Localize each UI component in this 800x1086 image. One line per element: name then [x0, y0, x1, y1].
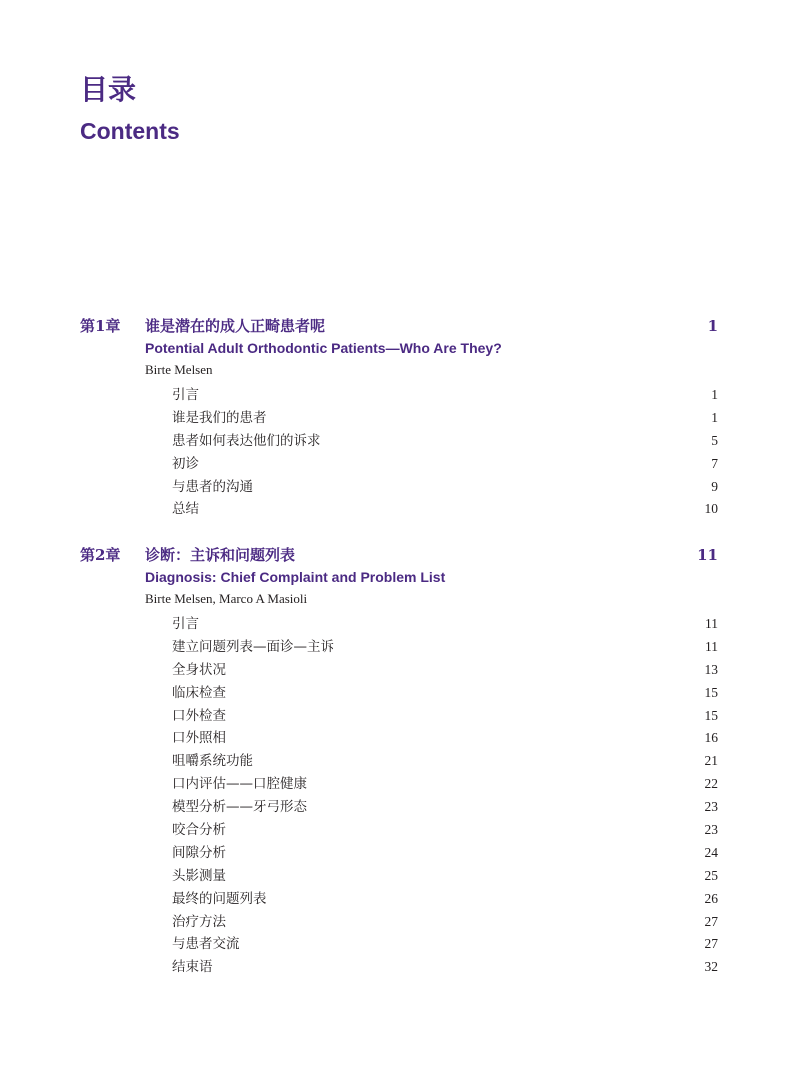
section-entry[interactable] — [172, 750, 718, 773]
chapter-title-english: Potential Adult Orthodontic Patients—Who Are They? — [145, 340, 502, 356]
page-title-chinese: 目录 — [80, 73, 137, 106]
section-title: 模型分析——牙弓形态 — [172, 799, 307, 816]
chapter-title-english: Diagnosis: Chief Complaint and Problem List — [145, 569, 446, 585]
section-entry[interactable] — [172, 407, 718, 430]
section-entry[interactable] — [172, 956, 718, 979]
section-entry[interactable] — [172, 636, 718, 659]
section-page-number: 22 — [704, 776, 718, 792]
section-entry[interactable] — [172, 933, 718, 956]
section-page-number: 7 — [711, 455, 718, 471]
section-page-number: 21 — [704, 753, 718, 769]
section-page-number: 1 — [711, 409, 718, 425]
section-title: 结束语 — [172, 959, 213, 976]
section-entry[interactable] — [172, 888, 718, 911]
section-title: 与患者交流 — [172, 936, 240, 953]
section-title: 间隙分析 — [172, 844, 226, 861]
section-title: 临床检查 — [172, 684, 226, 701]
section-title: 口外照相 — [172, 730, 226, 747]
section-title: 建立问题列表—面诊—主诉 — [172, 638, 334, 655]
section-title: 全身状况 — [172, 661, 226, 678]
chapter-heading[interactable] — [80, 544, 718, 566]
section-page-number: 27 — [704, 913, 718, 929]
section-entry[interactable] — [172, 705, 718, 728]
section-entry[interactable] — [172, 498, 718, 521]
section-entry[interactable] — [172, 773, 718, 796]
section-page-number: 23 — [704, 799, 718, 815]
section-page-number: 5 — [711, 432, 718, 448]
section-entry[interactable] — [172, 430, 718, 453]
section-title: 与患者的沟通 — [172, 478, 253, 495]
section-title: 口内评估——口腔健康 — [172, 776, 307, 793]
section-title: 总结 — [172, 501, 199, 518]
section-entry[interactable] — [172, 659, 718, 682]
section-title: 谁是我们的患者 — [172, 409, 267, 426]
section-entry[interactable] — [172, 865, 718, 888]
section-page-number: 15 — [704, 707, 718, 723]
chapter-title-chinese: 诊断：主诉和问题列表 — [145, 546, 296, 564]
section-title: 咀嚼系统功能 — [172, 753, 253, 770]
section-entry[interactable] — [172, 796, 718, 819]
section-page-number: 25 — [704, 867, 718, 883]
section-title: 口外检查 — [172, 707, 226, 724]
section-title: 头影测量 — [172, 867, 226, 884]
section-entry[interactable] — [172, 384, 718, 407]
section-title: 治疗方法 — [172, 913, 226, 930]
chapter-authors: Birte Melsen, Marco A Masioli — [145, 591, 308, 606]
chapter-page-number: 11 — [697, 546, 718, 564]
section-list — [172, 613, 718, 979]
section-page-number: 26 — [704, 890, 718, 906]
section-page-number: 32 — [704, 959, 718, 975]
section-page-number: 27 — [704, 936, 718, 952]
section-entry[interactable] — [172, 842, 718, 865]
section-page-number: 16 — [704, 730, 718, 746]
section-entry[interactable] — [172, 476, 718, 499]
section-page-number: 13 — [704, 661, 718, 677]
section-page-number: 11 — [705, 638, 718, 654]
section-entry[interactable] — [172, 911, 718, 934]
section-title: 引言 — [172, 616, 199, 632]
chapter-page-number: 1 — [707, 317, 718, 335]
section-title: 咬合分析 — [172, 822, 226, 839]
section-title: 引言 — [172, 387, 199, 403]
section-title: 患者如何表达他们的诉求 — [172, 432, 321, 449]
section-page-number: 24 — [704, 844, 718, 860]
section-entry[interactable] — [172, 613, 718, 636]
section-list — [172, 384, 718, 521]
chapter-authors: Birte Melsen — [145, 362, 213, 377]
section-page-number: 9 — [711, 478, 718, 494]
section-entry[interactable] — [172, 819, 718, 842]
section-page-number: 10 — [704, 501, 718, 517]
chapter-number: 第2章 — [80, 546, 121, 564]
section-page-number: 23 — [704, 822, 718, 838]
chapter-number: 第1章 — [80, 317, 121, 335]
section-page-number: 15 — [704, 684, 718, 700]
section-title: 最终的问题列表 — [172, 890, 267, 907]
chapter-heading[interactable] — [80, 315, 718, 337]
page-title-english: Contents — [80, 118, 180, 144]
section-entry[interactable] — [172, 453, 718, 476]
section-page-number: 11 — [705, 616, 718, 631]
section-title: 初诊 — [172, 455, 199, 472]
section-entry[interactable] — [172, 682, 718, 705]
chapter-title-chinese: 谁是潜在的成人正畸患者呢 — [145, 317, 326, 335]
section-entry[interactable] — [172, 727, 718, 750]
section-page-number: 1 — [711, 387, 718, 402]
